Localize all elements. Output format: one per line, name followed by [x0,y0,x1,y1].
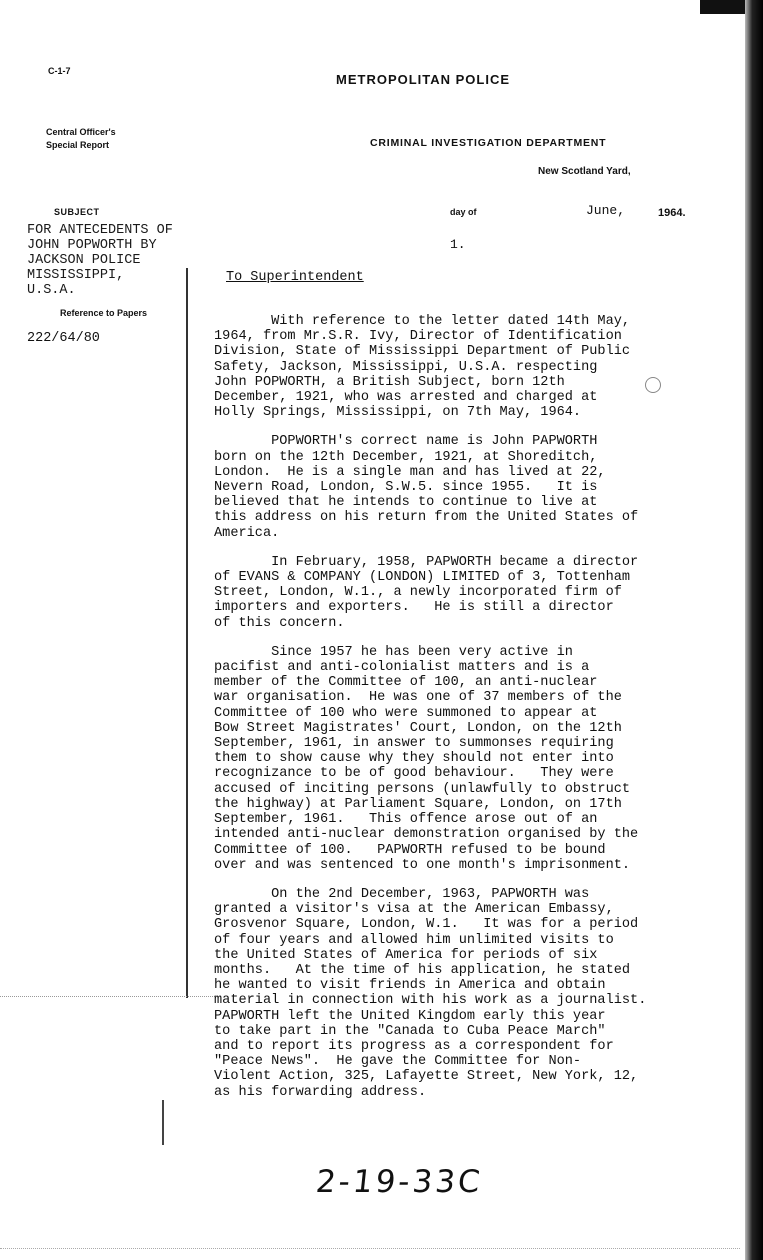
reference-label: Reference to Papers [60,308,148,318]
form-code: C-1-7 [48,66,71,76]
report-body [214,314,694,1114]
margin-rule-lower [162,1100,164,1145]
bottom-edge-line [0,1248,740,1249]
margin-rule [186,268,188,998]
paragraph: In February, 1958, PAPWORTH became a director of EVANS & COMPANY (LONDON) LIMITED of 3, Tottenham Street, London, W.1., a newly incorporated firm of importers and exporters. He is still a director of this concern. [214,554,639,631]
subject-label: SUBJECT [54,207,100,217]
day-label: day of [450,207,477,217]
report-type: Central Officer's Special Report [46,127,116,150]
paragraph: POPWORTH's correct name is John PAPWORTH born on the 12th December, 1921, at Shoreditch, London. He is a single man and has lived at 22, Nevern Road, London, S.W.5. since 1955. It is believed that he intends to continue to live at this address on his return from the United States of America. [214,434,639,541]
department-title: CRIMINAL INVESTIGATION DEPARTMENT [370,137,607,149]
scan-edge-right [745,0,763,1260]
paragraph: With reference to the letter dated 14th May, 1964, from Mr.S.R. Ivy, Director of Identification Division, State of Mississippi Department of Public Safety, Jackson, Mississippi, U.S.A. respecting John POPWORTH, a British Subject, born 12th December, 1921, who was arrested and charged at Holly Springs, Mississippi, on 7th May, 1964. [214,314,631,421]
date-month: June, [586,203,626,218]
paragraph: Since 1957 he has been very active in pacifist and anti-colonialist matters and is a member of the Committee of 100, an anti-nuclear war organisation. He was one of 37 members of the Committee of 100 who were summoned to appear at Bow Street Magistrates' Court, London, on the 12th September, 1961, in answer to summonses requiring them to show cause why they should not enter into recognizance to be of good behaviour. They were accused of inciting persons (unlawfully to obstruct the highway) at Parliament Square, London, on 17th September, 1961. This offence arose out of an intended anti-nuclear demonstration organised by the Committee of 100. PAPWORTH refused to be bound over and was sentenced to one month's imprisonment. [214,644,639,873]
reference-number: 222/64/80 [27,331,100,346]
location: New Scotland Yard, [538,166,631,177]
agency-title: METROPOLITAN POLICE [336,72,511,87]
page-number: 1. [450,237,466,252]
paragraph: On the 2nd December, 1963, PAPWORTH was granted a visitor's visa at the American Embassy, Grosvenor Square, London, W.1. It was for a period of four years and allowed him unlimited visits to the United States of America for periods of six months. At the time of his application, he stated he wanted to visit friends in America and obtain material in connection with his work as a journalist. PAPWORTH left the United Kingdom early this year to take part in the "Canada to Cuba Peace March" and to report its progress as a correspondent for "Peace News". He gave the Committee for Non- Violent Action, 325, Lafayette Street, New York, 12, as his forwarding address. [214,886,647,1100]
fold-line [0,996,215,997]
handwritten-file-number: 2-19-33C [314,1164,485,1200]
date-year: 1964. [658,207,686,219]
salutation: To Superintendent [226,270,364,285]
subject-text: FOR ANTECEDENTS OF JOHN POPWORTH BY JACKSON POLICE MISSISSIPPI, U.S.A. [27,223,173,298]
